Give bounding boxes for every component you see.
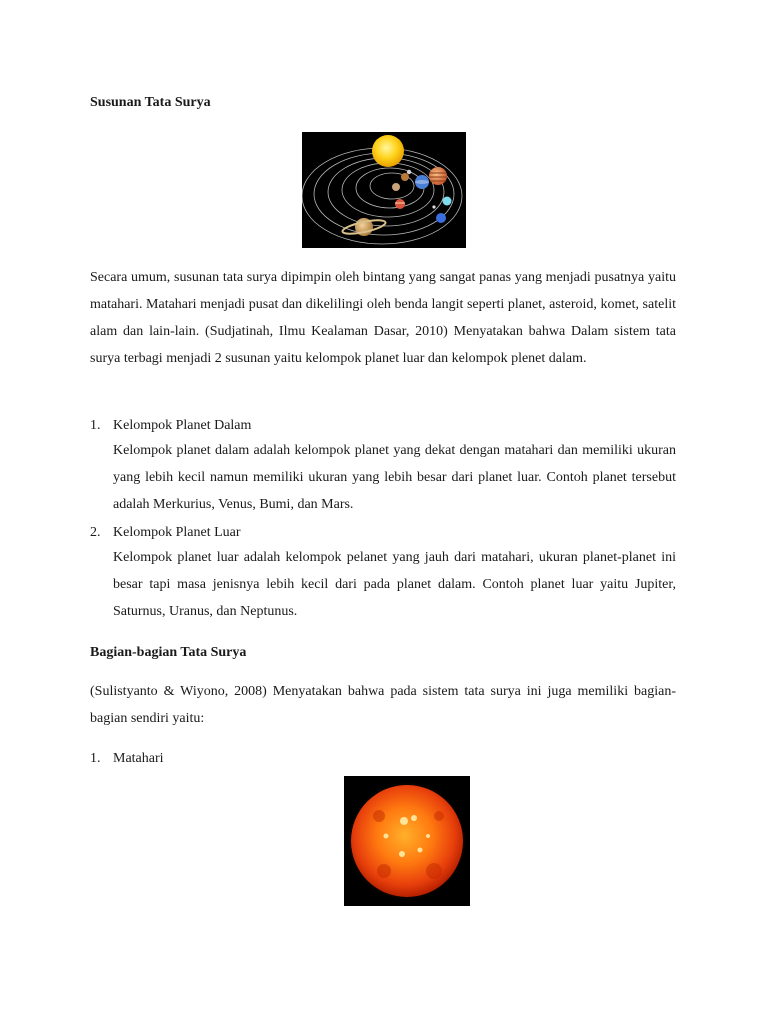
list-item-title: Kelompok Planet Luar <box>113 525 241 540</box>
bagian-paragraph: (Sulistyanto & Wiyono, 2008) Menyatakan bahwa pada sistem tata surya ini juga memiliki bagian-bagian sendiri yaitu: <box>90 684 676 726</box>
sun-icon <box>372 135 404 167</box>
list-item-title: Kelompok Planet Dalam <box>113 418 252 433</box>
solar-system-image <box>302 132 466 248</box>
list-item-title: Matahari <box>113 751 164 766</box>
list-item-number: 2. <box>90 525 101 540</box>
list-item-body: Kelompok planet luar adalah kelompok pelanet yang jauh dari matahari, ukuran planet-planet ini besar tapi masa jenisnya lebih kecil dari pada planet dalam. Contoh planet luar yaitu Jupiter, Saturnus, Uranus, dan Neptunus. <box>113 550 676 619</box>
list-item-number: 1. <box>90 418 101 433</box>
sun-photo-image <box>344 776 470 906</box>
list-item-number: 1. <box>90 751 101 766</box>
section-title-susunan: Susunan Tata Surya <box>90 95 211 110</box>
section-title-bagian: Bagian-bagian Tata Surya <box>90 645 247 660</box>
intro-paragraph: Secara umum, susunan tata surya dipimpin oleh bintang yang sangat panas yang menjadi pusatnya yaitu matahari. Matahari menjadi pusat dan dikelilingi oleh benda langit seperti planet, asteroid, komet, satelit alam dan lain-lain. (Sudjatinah, Ilmu Kealaman Dasar, 2010) Menyatakan bahwa Dalam sistem tata surya terbagi menjadi 2 susunan yaitu kelompok planet luar dan kelompok plenet dalam. <box>90 270 676 366</box>
list-item-body: Kelompok planet dalam adalah kelompok planet yang dekat dengan matahari dan memiliki ukuran yang lebih kecil namun memiliki ukuran yang lebih besar dari planet luar. Contoh planet tersebut adalah Merkurius, Venus, Bumi, dan Mars. <box>113 443 676 512</box>
